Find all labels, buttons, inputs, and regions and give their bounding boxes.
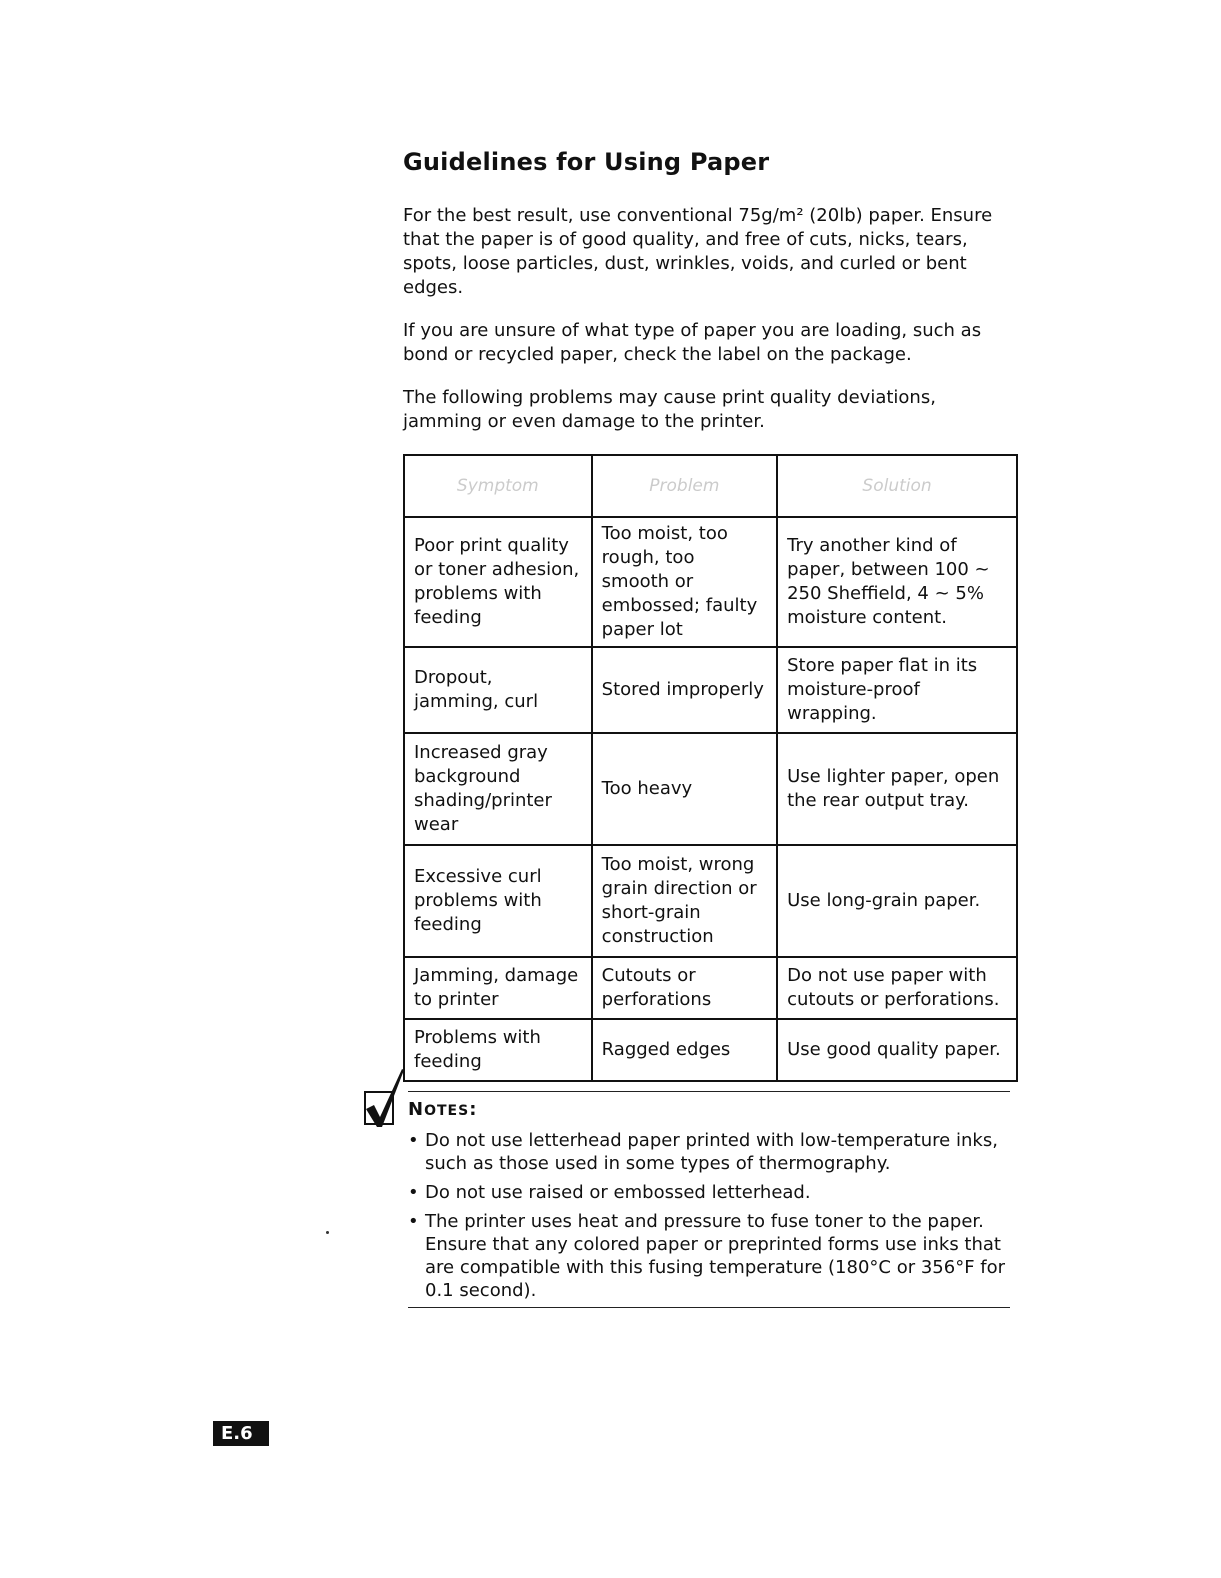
page-number-badge: E.6 <box>213 1421 269 1446</box>
paper-problems-table <box>403 454 1018 1082</box>
table-row <box>404 957 1017 1019</box>
table-row <box>404 1019 1017 1081</box>
stray-mark <box>326 1231 329 1234</box>
page-title: Guidelines for Using Paper <box>403 148 770 176</box>
notes-bottom-divider <box>408 1307 1010 1308</box>
header-solution: Solution <box>777 455 1017 517</box>
notes-title-rest: OTES <box>424 1103 470 1119</box>
intro-paragraph: For the best result, use conventional 75g/m² (20lb) paper. Ensure that the paper is of good quality, and free of cuts, nicks, tears, spots, loose particles, dust, wrinkles, voids, and curled or bent edges. <box>403 205 993 298</box>
notes-title-colon: : <box>469 1099 478 1120</box>
table-header-row <box>404 455 1017 517</box>
solution-cell: Store paper flat in its moisture-proof wrapping. <box>777 647 1017 733</box>
problem-cell: Cutouts or perforations <box>592 957 777 1019</box>
paper-type-paragraph: If you are unsure of what type of paper you are loading, such as bond or recycled paper, check the label on the package. <box>403 320 982 365</box>
notes-list <box>408 1129 1008 1308</box>
problem-cell: Too moist, wrong grain direction or short-grain construction <box>592 845 777 957</box>
symptom-cell: Poor print quality or toner adhesion, problems with feeding <box>404 517 592 647</box>
symptom-cell: Jamming, damage to printer <box>404 957 592 1019</box>
problems-paragraph: The following problems may cause print quality deviations, jamming or even damage to the printer. <box>403 387 936 432</box>
problem-cell: Ragged edges <box>592 1019 777 1081</box>
solution-cell: Use long-grain paper. <box>777 845 1017 957</box>
symptom-cell: Problems with feeding <box>404 1019 592 1081</box>
header-symptom: Symptom <box>404 455 592 517</box>
notes-title <box>408 1099 477 1120</box>
list-item: • Do not use letterhead paper printed with low-temperature inks, such as those used in some types of thermography. <box>408 1129 1008 1175</box>
notes-title-initial: N <box>408 1099 425 1120</box>
solution-cell: Use good quality paper. <box>777 1019 1017 1081</box>
list-item: • The printer uses heat and pressure to fuse toner to the paper. Ensure that any colored paper or preprinted forms use inks that are compatible with this fusing temperature (180°C or 356°F for 0.1 second). <box>408 1210 1008 1302</box>
solution-cell: Do not use paper with cutouts or perforations. <box>777 957 1017 1019</box>
notes-top-divider <box>408 1091 1010 1092</box>
problem-cell: Too moist, too rough, too smooth or embossed; faulty paper lot <box>592 517 777 647</box>
header-problem: Problem <box>592 455 777 517</box>
solution-cell: Try another kind of paper, between 100 ~ 250 Sheffield, 4 ~ 5% moisture content. <box>777 517 1017 647</box>
symptom-cell: Dropout, jamming, curl <box>404 647 592 733</box>
problem-cell: Stored improperly <box>592 647 777 733</box>
solution-cell: Use lighter paper, open the rear output tray. <box>777 733 1017 845</box>
main-content <box>403 148 1018 1082</box>
list-item: • Do not use raised or embossed letterhead. <box>408 1181 1008 1204</box>
table-row <box>404 845 1017 957</box>
problem-cell: Too heavy <box>592 733 777 845</box>
table-row <box>404 517 1017 647</box>
table-row <box>404 733 1017 845</box>
symptom-cell: Increased gray background shading/printer wear <box>404 733 592 845</box>
symptom-cell: Excessive curl problems with feeding <box>404 845 592 957</box>
table-row <box>404 647 1017 733</box>
checkmark-icon <box>360 1065 410 1133</box>
